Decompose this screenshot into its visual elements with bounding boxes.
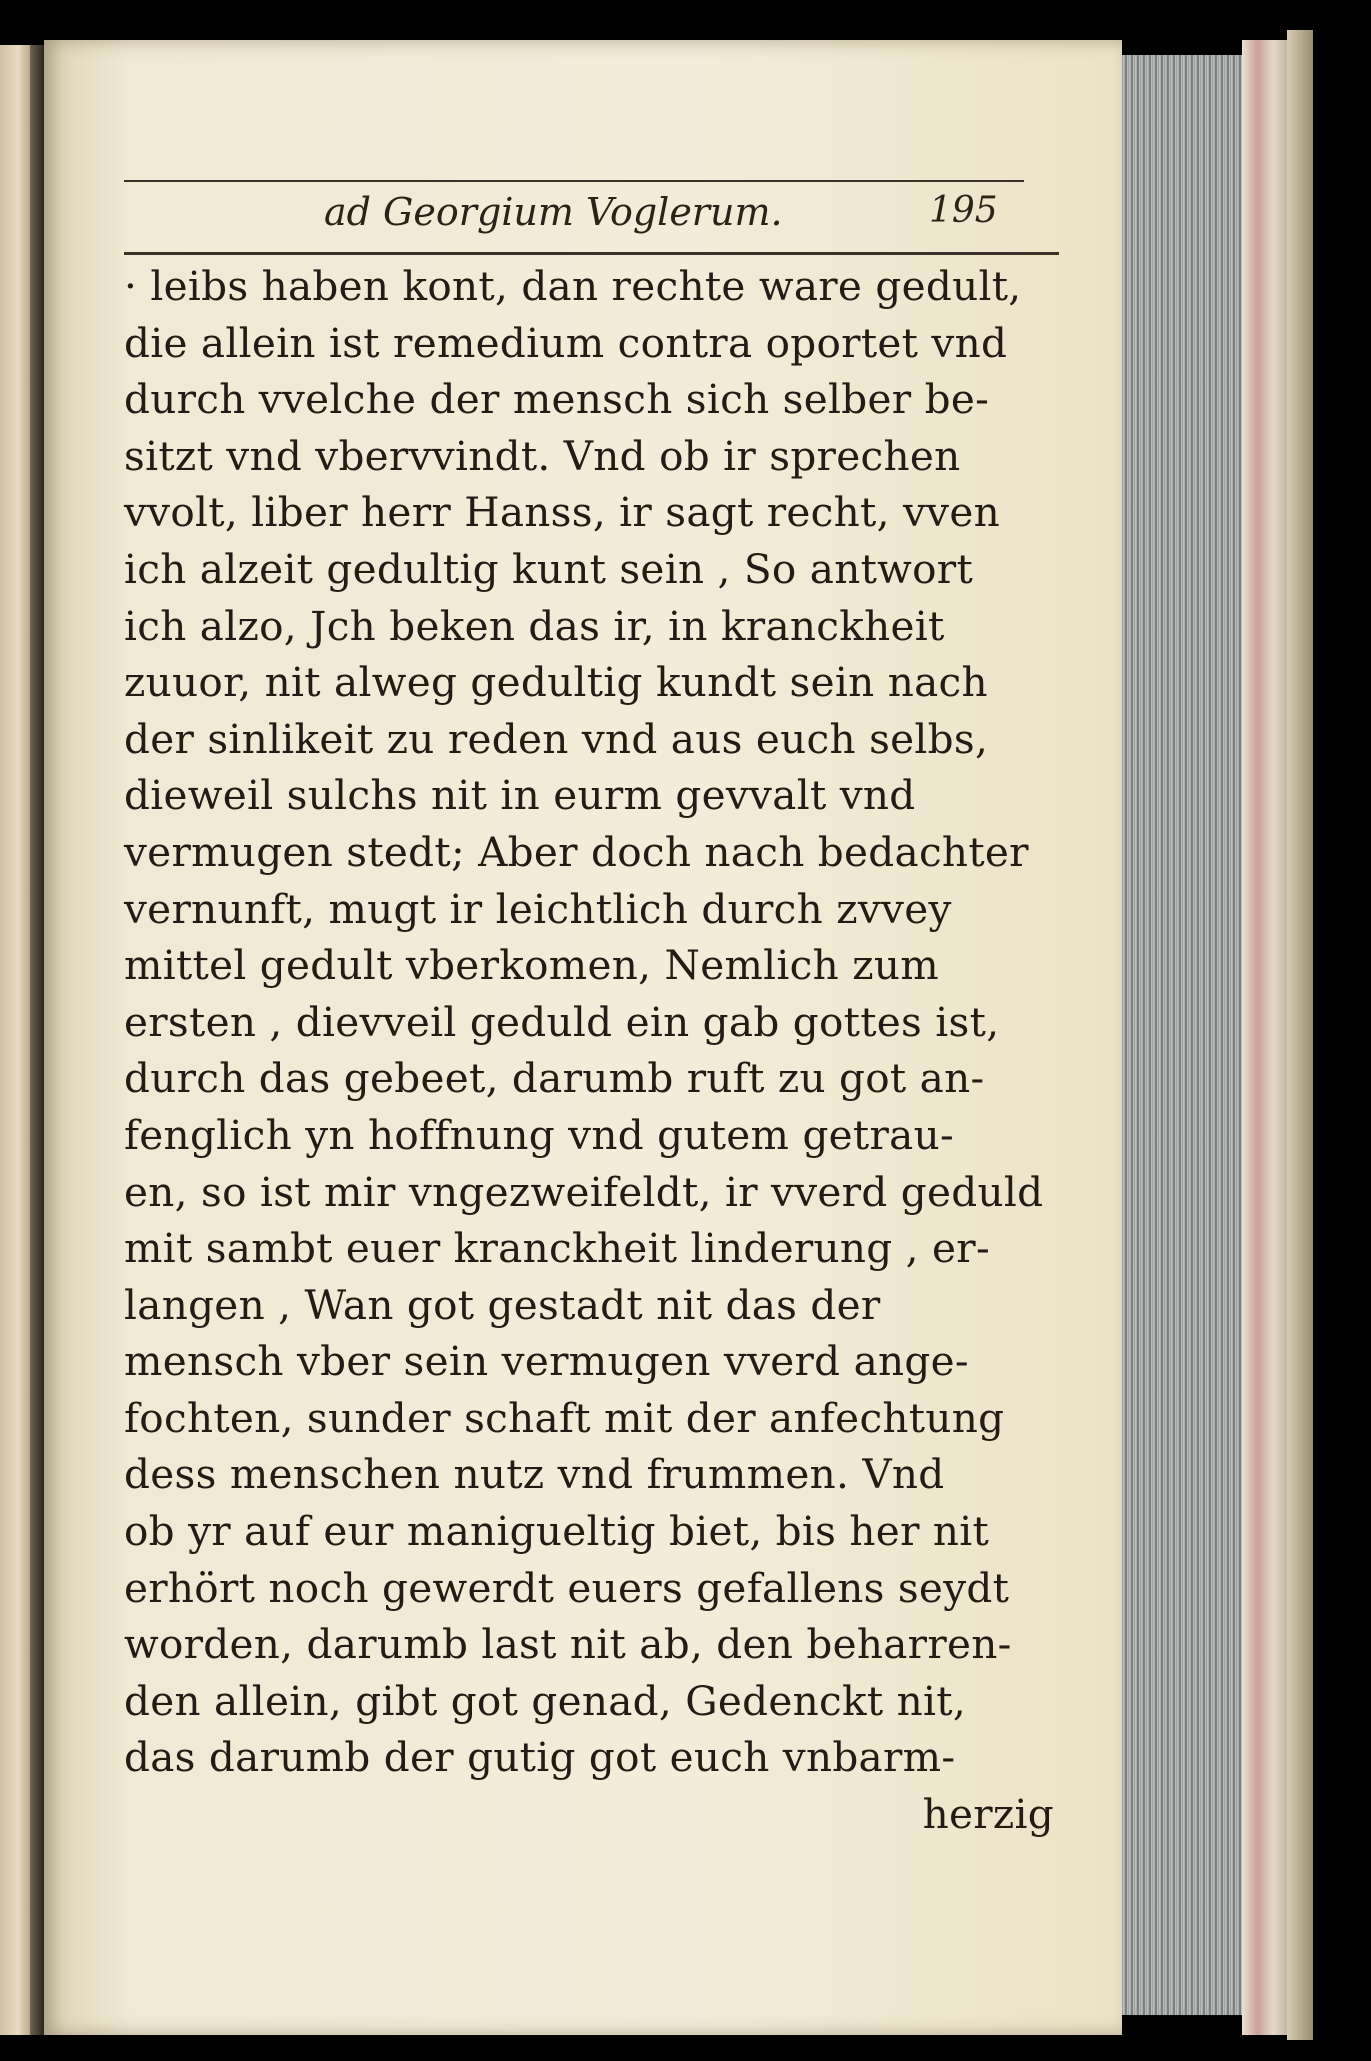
page-number: 195 bbox=[929, 190, 998, 231]
cover-edge bbox=[1242, 40, 1287, 2035]
text-line: en, so ist mir vngezweifeldt, ir vverd geduld bbox=[124, 1167, 1044, 1216]
text-line: mittel gedult vberkomen, Nemlich zum bbox=[124, 941, 939, 990]
running-head bbox=[124, 190, 1044, 250]
previous-page-edge bbox=[0, 45, 30, 2035]
text-line: vvolt, liber herr Hanss, ir sagt recht, vven bbox=[124, 488, 1000, 537]
text-line: fenglich yn hoffnung vnd gutem getrau- bbox=[124, 1110, 954, 1159]
text-block-page-edges bbox=[1122, 55, 1242, 2015]
text-line: ich alzeit gedultig kunt sein , So antwort bbox=[124, 544, 974, 593]
text-line: dieweil sulchs nit in eurm gevvalt vnd bbox=[124, 771, 916, 820]
text-line: worden, darumb last nit ab, den beharren- bbox=[124, 1620, 1012, 1669]
text-line: · leibs haben kont, dan rechte ware gedult, bbox=[124, 262, 1022, 310]
text-line: vermugen stedt; Aber doch nach bedachter bbox=[124, 827, 1029, 876]
book-page bbox=[44, 40, 1122, 2035]
text-line: das darumb der gutig got euch vnbarm- bbox=[124, 1733, 956, 1782]
text-line: sitzt vnd vbervvindt. Vnd ob ir sprechen bbox=[124, 431, 961, 480]
header-rule-bottom bbox=[124, 252, 1059, 255]
catchword: herzig bbox=[922, 1790, 1054, 1839]
text-line: mensch vber sein vermugen vverd ange- bbox=[124, 1337, 969, 1386]
text-line: langen , Wan got gestadt nit das der bbox=[124, 1280, 881, 1329]
text-line: der sinlikeit zu reden vnd aus euch selbs, bbox=[124, 714, 989, 763]
text-line: die allein ist remedium contra oportet vnd bbox=[124, 318, 1008, 367]
text-line: den allein, gibt got genad, Gedenckt nit, bbox=[124, 1676, 967, 1725]
text-line: durch das gebeet, darumb ruft zu got an- bbox=[124, 1054, 985, 1103]
body-text bbox=[124, 258, 1054, 1843]
text-line: vernunft, mugt ir leichtlich durch zvvey bbox=[124, 884, 952, 933]
binding-gutter bbox=[30, 45, 44, 2035]
text-line: dess menschen nutz vnd frummen. Vnd bbox=[124, 1450, 945, 1499]
text-line: zuuor, nit alweg gedultig kundt sein nach bbox=[124, 658, 988, 707]
header-rule-top bbox=[124, 180, 1024, 182]
text-line: ob yr auf eur manigueltig biet, bis her nit bbox=[124, 1507, 990, 1556]
cover-outer-edge bbox=[1287, 30, 1313, 2040]
text-line: durch vvelche der mensch sich selber be- bbox=[124, 375, 990, 424]
text-line: fochten, sunder schaft mit der anfechtung bbox=[124, 1393, 1005, 1442]
text-line: mit sambt euer kranckheit linderung , er- bbox=[124, 1224, 990, 1273]
running-title: ad Georgium Voglerum. bbox=[324, 190, 783, 234]
text-line: ersten , dievveil geduld ein gab gottes ist, bbox=[124, 997, 1000, 1046]
text-line: erhört noch gewerdt euers gefallens seydt bbox=[124, 1563, 1010, 1612]
text-line: ich alzo, Jch beken das ir, in kranckheit bbox=[124, 601, 945, 650]
